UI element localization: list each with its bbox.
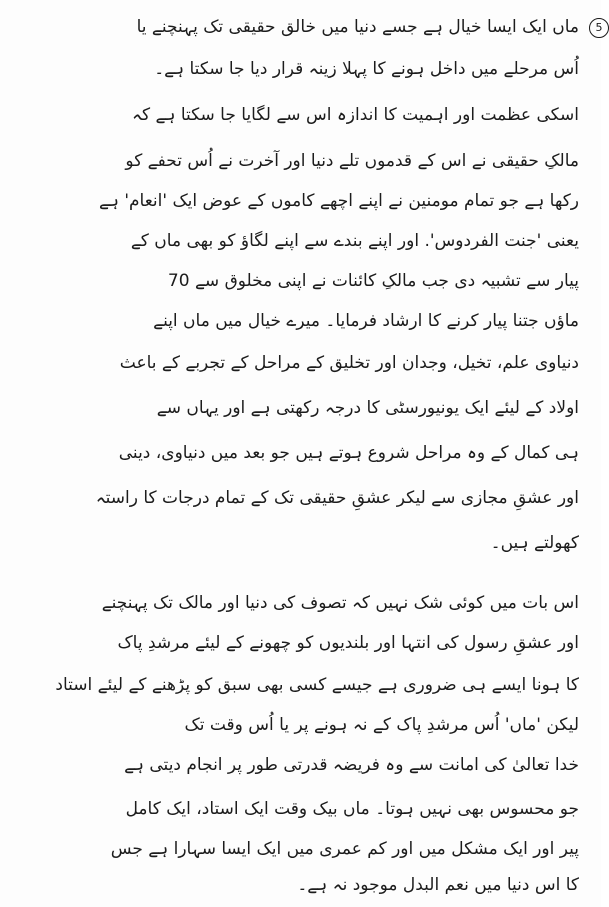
paragraph-1-line-1: ماں ایک ایسا خیال ہے جسے دنیا میں خالق حقیقی تک پہنچنے یا	[136, 17, 579, 37]
paragraph-2-line-2: اور عشقِ رسول کی انتہا اور بلندیوں کو چھونے کے لیئے مرشدِ پاک	[117, 633, 579, 653]
paragraph-1-line-5: رکھا ہے جو تمام مومنین نے اپنے اچھے کاموں کے عوض ایک 'انعام' ہے	[99, 191, 579, 211]
paragraph-2-line-3: کا ہونا ایسے ہی ضروری ہے جیسے کسی بھی سبق کو پڑھنے کے لیئے استاد	[55, 675, 579, 695]
paragraph-1-line-9: دنیاوی علم، تخیل، وجدان اور تخلیق کے مراحل کے تجربے کے باعث	[119, 353, 579, 373]
paragraph-1-line-3: اسکی عظمت اور اہمیت کا اندازہ اس سے لگایا جا سکتا ہے کہ	[132, 105, 579, 125]
paragraph-2-line-7: پیر اور ایک مشکل میں اور کم عمری میں ایک ایسا سہارا ہے جس	[110, 839, 579, 859]
paragraph-1-line-7: پیار سے تشبیہ دی جب مالکِ کائنات نے اپنی مخلوق سے 70	[167, 271, 579, 291]
paragraph-1-line-8: ماؤں جتنا پیار کرنے کا ارشاد فرمایا۔ میرے خیال میں ماں اپنے	[153, 311, 579, 331]
paragraph-1-line-12: اور عشقِ مجازی سے لیکر عشقِ حقیقی تک کے تمام درجات کا راستہ	[95, 488, 579, 508]
paragraph-2-line-5: خدا تعالیٰ کی امانت سے وہ فریضہ قدرتی طور پر انجام دیتی ہے	[124, 755, 579, 775]
paragraph-1-line-4: مالکِ حقیقی نے اس کے قدموں تلے دنیا اور آخرت نے اُس تحفے کو	[125, 151, 579, 171]
paragraph-2-line-4: لیکن 'ماں' اُس مرشدِ پاک کے نہ ہونے پر یا اُس وقت تک	[184, 715, 579, 735]
paragraph-1-line-11: ہی کمال کے وہ مراحل شروع ہوتے ہیں جو بعد میں دنیاوی، دینی	[118, 443, 579, 463]
paragraph-1-line-10: اولاد کے لیئے ایک یونیورسٹی کا درجہ رکھتی ہے اور یہاں سے	[156, 398, 579, 418]
paragraph-1-line-6: یعنی 'جنت الفردوس'. اور اپنے بندے سے اپنے لگاؤ کو بھی ماں کے	[130, 231, 579, 251]
paragraph-1-line-13: کھولتے ہیں۔	[490, 533, 579, 553]
paragraph-2-line-6: جو محسوس بھی نہیں ہوتا۔ ماں بیک وقت ایک استاد، ایک کامل	[125, 799, 579, 819]
page-number: 5	[589, 18, 609, 38]
paragraph-1-line-2: اُس مرحلے میں داخل ہونے کا پہلا زینہ قرار دیا جا سکتا ہے۔	[154, 59, 579, 79]
paragraph-2-line-1: اس بات میں کوئی شک نہیں کہ تصوف کی دنیا اور مالک تک پہنچنے	[101, 593, 579, 613]
paragraph-2-line-8: کا اس دنیا میں نعم البدل موجود نہ ہے۔	[297, 875, 579, 895]
